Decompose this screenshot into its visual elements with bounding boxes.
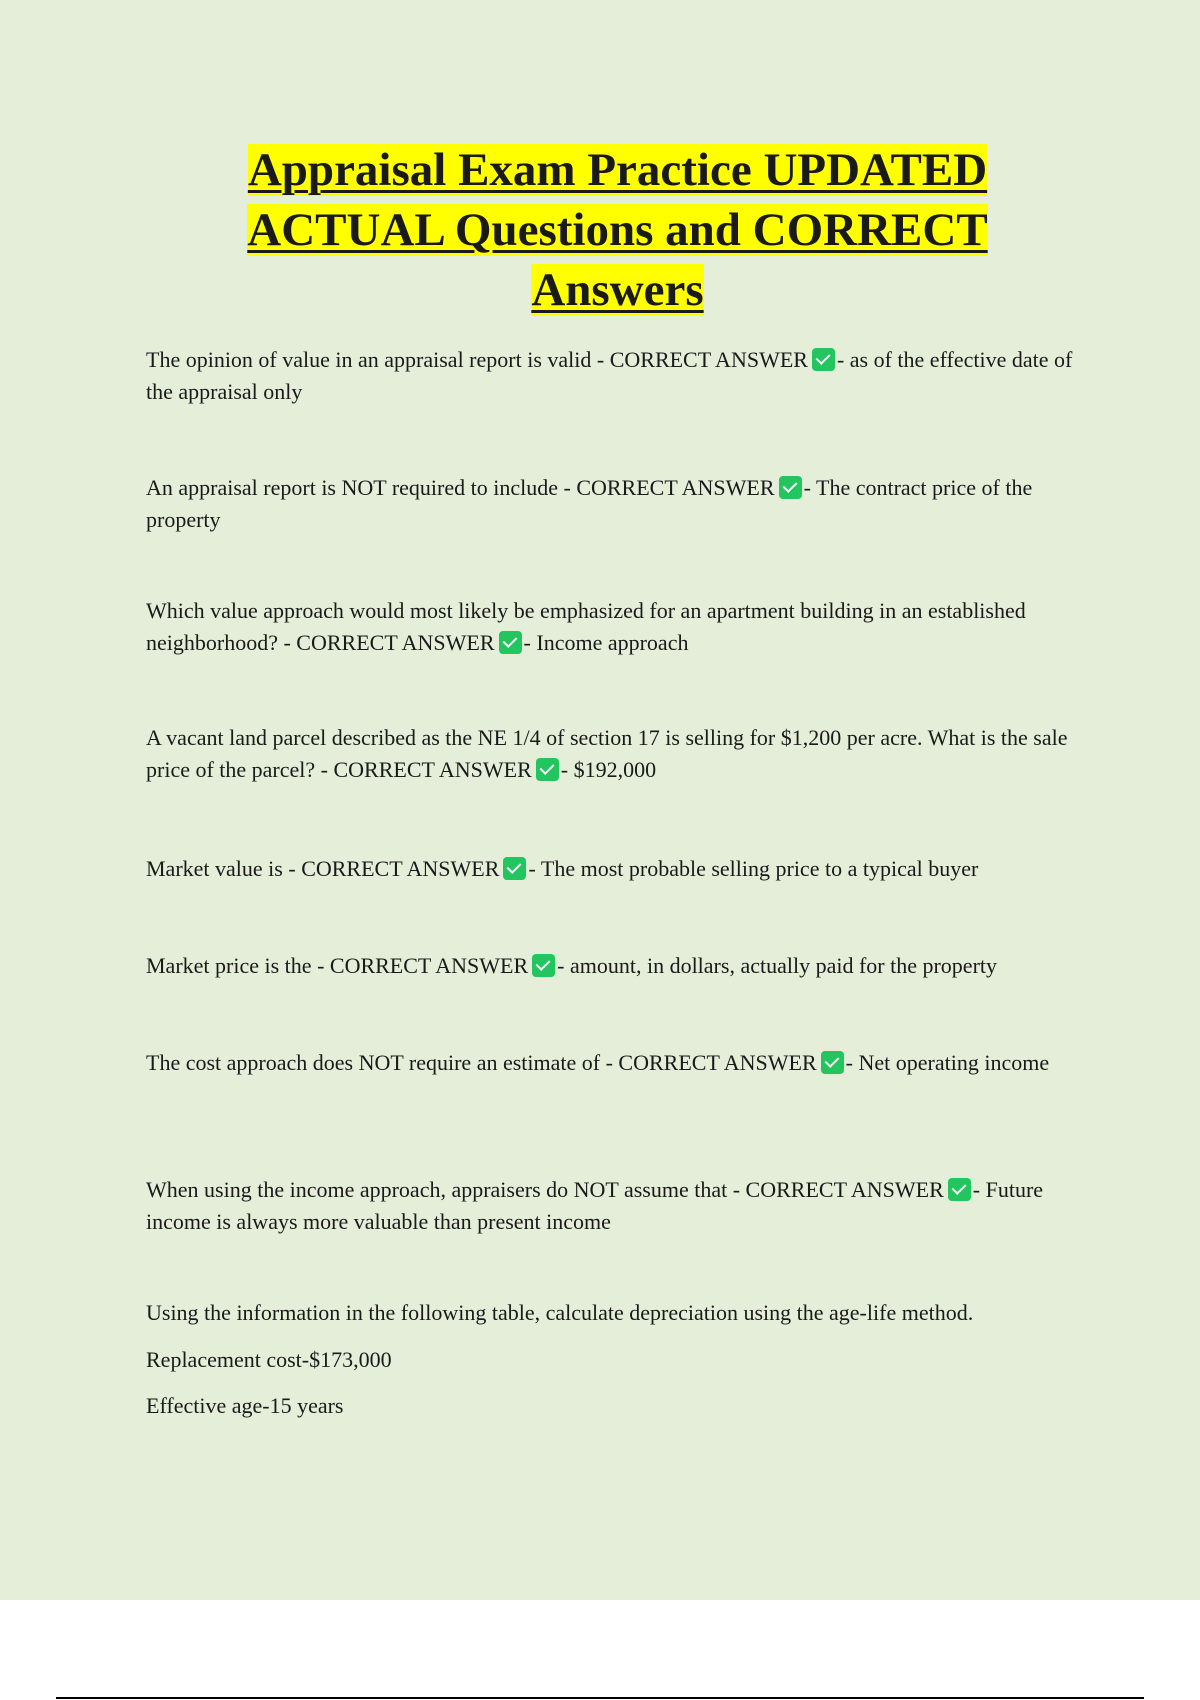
correct-answer-label: CORRECT ANSWER	[333, 757, 532, 782]
check-mark-icon	[779, 476, 802, 499]
check-mark-icon	[503, 857, 526, 880]
detail-replacement-cost: Replacement cost-$173,000	[146, 1347, 392, 1372]
correct-answer-label: CORRECT ANSWER	[618, 1050, 817, 1075]
correct-answer-label: CORRECT ANSWER	[296, 630, 495, 655]
answer-text: amount, in dollars, actually paid for the property	[569, 953, 998, 978]
document-title	[0, 140, 1200, 320]
answer-text: $192,000	[573, 757, 657, 782]
correct-answer-label: CORRECT ANSWER	[301, 856, 500, 881]
check-mark-icon	[812, 348, 835, 371]
question-text: Which value approach would most likely be emphasized for an apartment building in an established neighborhood?	[146, 598, 1026, 655]
question-text: The opinion of value in an appraisal report is valid	[146, 347, 592, 372]
detail-effective-age: Effective age-15 years	[146, 1393, 344, 1418]
title-line-2: ACTUAL Questions and CORRECT	[247, 204, 988, 256]
question-text: A vacant land parcel described as the NE 1/4 of section 17 is selling for $1,200 per acre. What is the sale price of the parcel?	[146, 725, 1068, 782]
qa-item-2: An appraisal report is NOT required to include - CORRECT ANSWER - The contract price of the property	[146, 475, 1033, 532]
answer-text: Income approach	[536, 630, 689, 655]
check-mark-icon	[532, 954, 555, 977]
answer-text: as of the effective date of the appraisal only	[146, 347, 1073, 404]
answer-text: Future income is always more valuable than present income	[146, 1177, 1044, 1234]
answer-text: The contract price of the property	[146, 475, 1033, 532]
check-mark-icon	[499, 631, 522, 654]
qa-item-3: Which value approach would most likely be emphasized for an apartment building in an established neighborhood? - CORRECT ANSWER - Income approach	[146, 598, 1026, 655]
qa-item-7: The cost approach does NOT require an estimate of - CORRECT ANSWER - Net operating income	[146, 1050, 1050, 1075]
final-question: Using the information in the following table, calculate depreciation using the age-life method.	[146, 1300, 974, 1325]
correct-answer-label: CORRECT ANSWER	[329, 953, 529, 978]
answer-text: The most probable selling price to a typical buyer	[540, 856, 979, 881]
correct-answer-label: CORRECT ANSWER	[576, 475, 775, 500]
title-line-1: Appraisal Exam Practice UPDATED	[247, 144, 988, 196]
question-text: Market price is the	[146, 953, 312, 978]
correct-answer-label: CORRECT ANSWER	[745, 1177, 944, 1202]
title-line-3: Answers	[531, 264, 704, 316]
qa-item-1: The opinion of value in an appraisal report is valid - CORRECT ANSWER - as of the effective date of the appraisal only	[146, 347, 1073, 404]
question-text: When using the income approach, appraisers do NOT assume that	[146, 1177, 728, 1202]
check-mark-icon	[948, 1178, 971, 1201]
footer-divider	[56, 1697, 1144, 1699]
correct-answer-label: CORRECT ANSWER	[609, 347, 808, 372]
answer-text: Net operating income	[858, 1050, 1050, 1075]
question-text: An appraisal report is NOT required to include	[146, 475, 558, 500]
question-text: Market value is	[146, 856, 283, 881]
check-mark-icon	[821, 1051, 844, 1074]
qa-item-4: A vacant land parcel described as the NE 1/4 of section 17 is selling for $1,200 per acre. What is the sale price of the parcel? - CORRECT ANSWER - $192,000	[146, 725, 1068, 782]
qa-item-6: Market price is the - CORRECT ANSWER - amount, in dollars, actually paid for the property	[146, 953, 998, 978]
qa-item-5: Market value is - CORRECT ANSWER - The most probable selling price to a typical buyer	[146, 856, 979, 881]
check-mark-icon	[536, 758, 559, 781]
qa-item-8: When using the income approach, appraisers do NOT assume that - CORRECT ANSWER - Future income is always more valuable than present income	[146, 1177, 1044, 1234]
question-text: The cost approach does NOT require an estimate of	[146, 1050, 601, 1075]
